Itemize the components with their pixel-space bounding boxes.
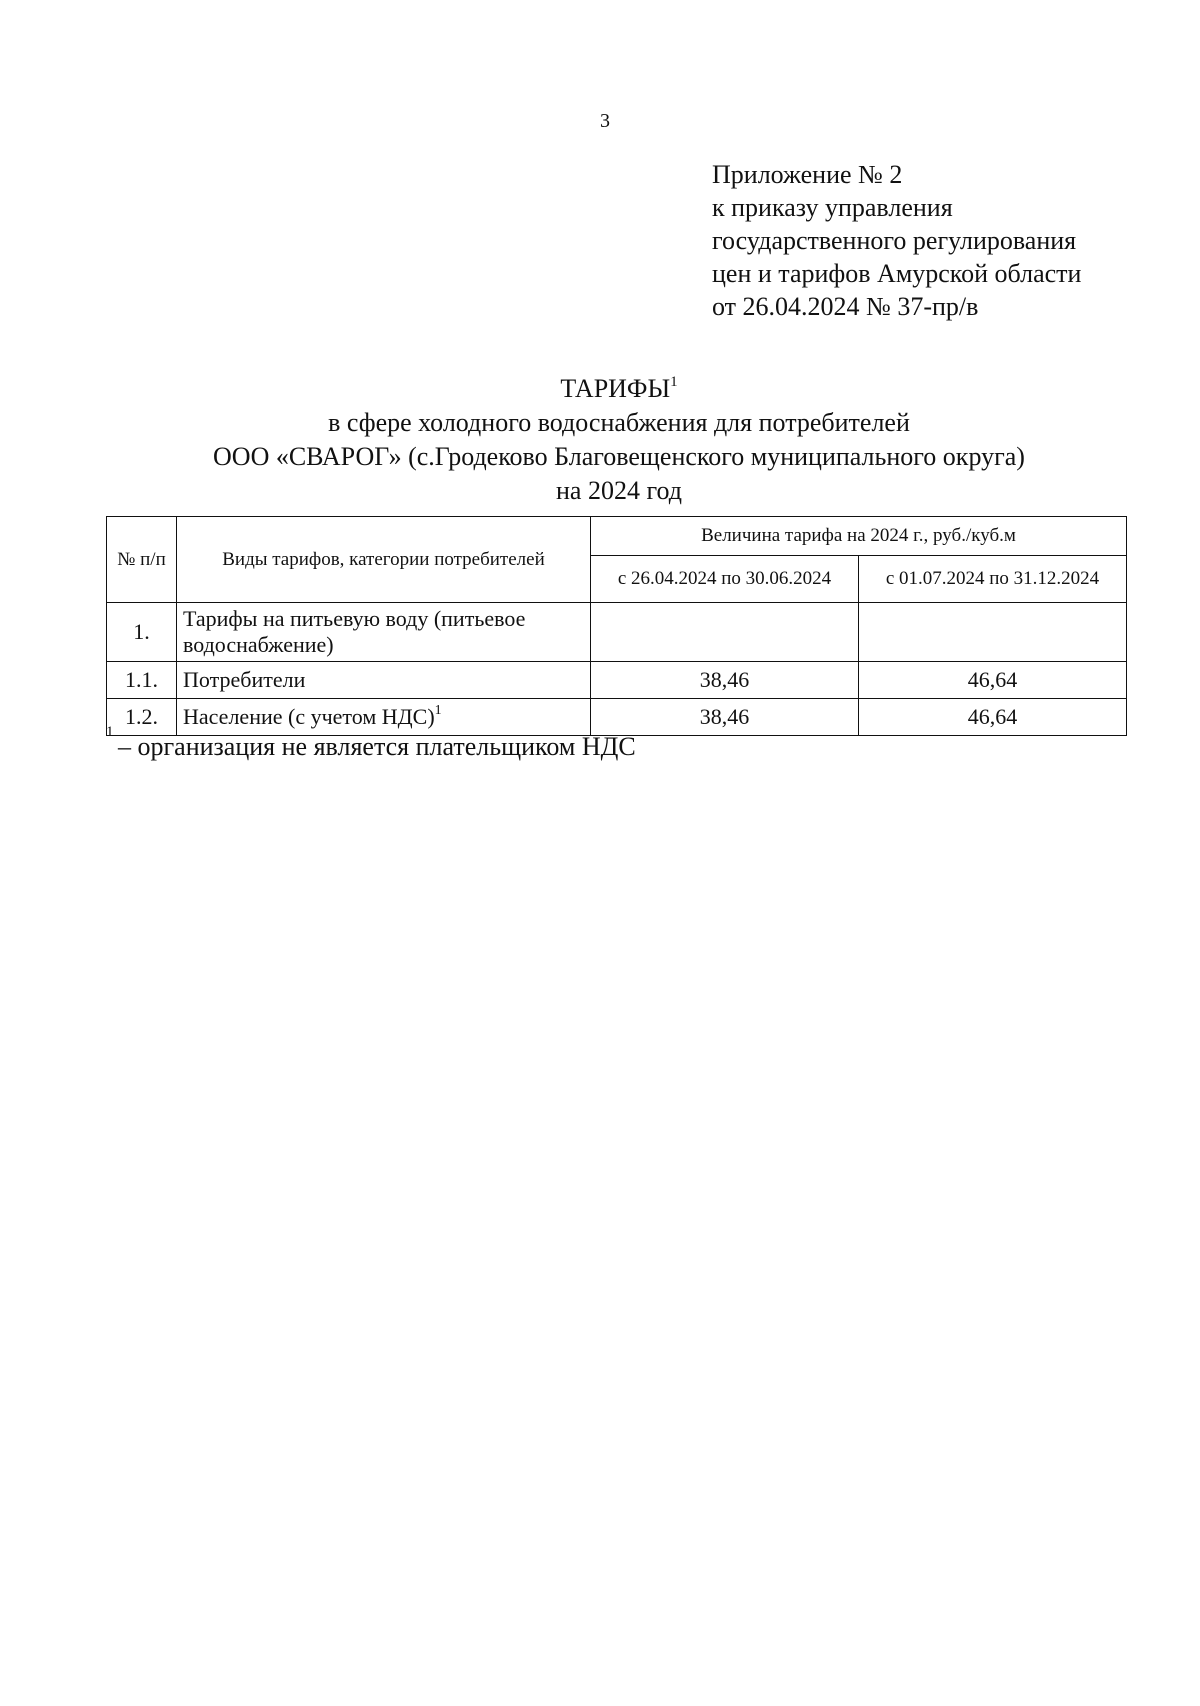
title-main-text: ТАРИФЫ [560,374,671,403]
title-line: ООО «СВАРОГ» (с.Гродеково Благовещенского муниципального округа) [213,442,1025,471]
row-kind: Потребители [177,662,591,699]
header-num: № п/п [107,517,177,603]
footnote-mark: 1 [106,724,114,740]
title-line: на 2024 год [556,476,682,505]
row-value-2: 46,64 [859,699,1127,736]
row-value-2: 46,64 [859,662,1127,699]
appendix-line: государственного регулирования [712,226,1077,255]
table-row [107,699,1127,736]
appendix-block [712,158,1081,323]
tariff-table [106,516,1127,736]
header-kind: Виды тарифов, категории потребителей [177,517,591,603]
appendix-line: от 26.04.2024 № 37-пр/в [712,292,979,321]
row-num: 1.1. [107,662,177,699]
row-kind-cell [177,699,591,736]
title-footnote-mark: 1 [670,374,678,390]
title-line: в сфере холодного водоснабжения для потребителей [328,408,910,437]
header-period-2: с 01.07.2024 по 31.12.2024 [859,556,1127,603]
row-value-1 [591,603,859,662]
appendix-line: цен и тарифов Амурской области [712,259,1082,288]
row-kind: Население (с учетом НДС) [183,704,435,729]
title-main [0,372,1200,406]
table-header-row [107,517,1127,556]
appendix-line: к приказу управления [712,193,953,222]
row-value-1: 38,46 [591,699,859,736]
footnote-text: – организация не является плательщиком НДС [118,732,636,761]
header-period-1: с 26.04.2024 по 30.06.2024 [591,556,859,603]
table-row [107,603,1127,662]
row-value-1: 38,46 [591,662,859,699]
document-title [0,372,1200,508]
appendix-line: Приложение № 2 [712,160,903,189]
page-number: 3 [600,110,610,132]
row-value-2 [859,603,1127,662]
row-num: 1.2. [107,699,177,736]
row-footnote-mark: 1 [434,703,442,718]
row-kind: Тарифы на питьевую воду (питьевое водоснабжение) [177,603,591,662]
table-row [107,662,1127,699]
header-tariff-group: Величина тарифа на 2024 г., руб./куб.м [591,517,1127,556]
row-num: 1. [107,603,177,662]
